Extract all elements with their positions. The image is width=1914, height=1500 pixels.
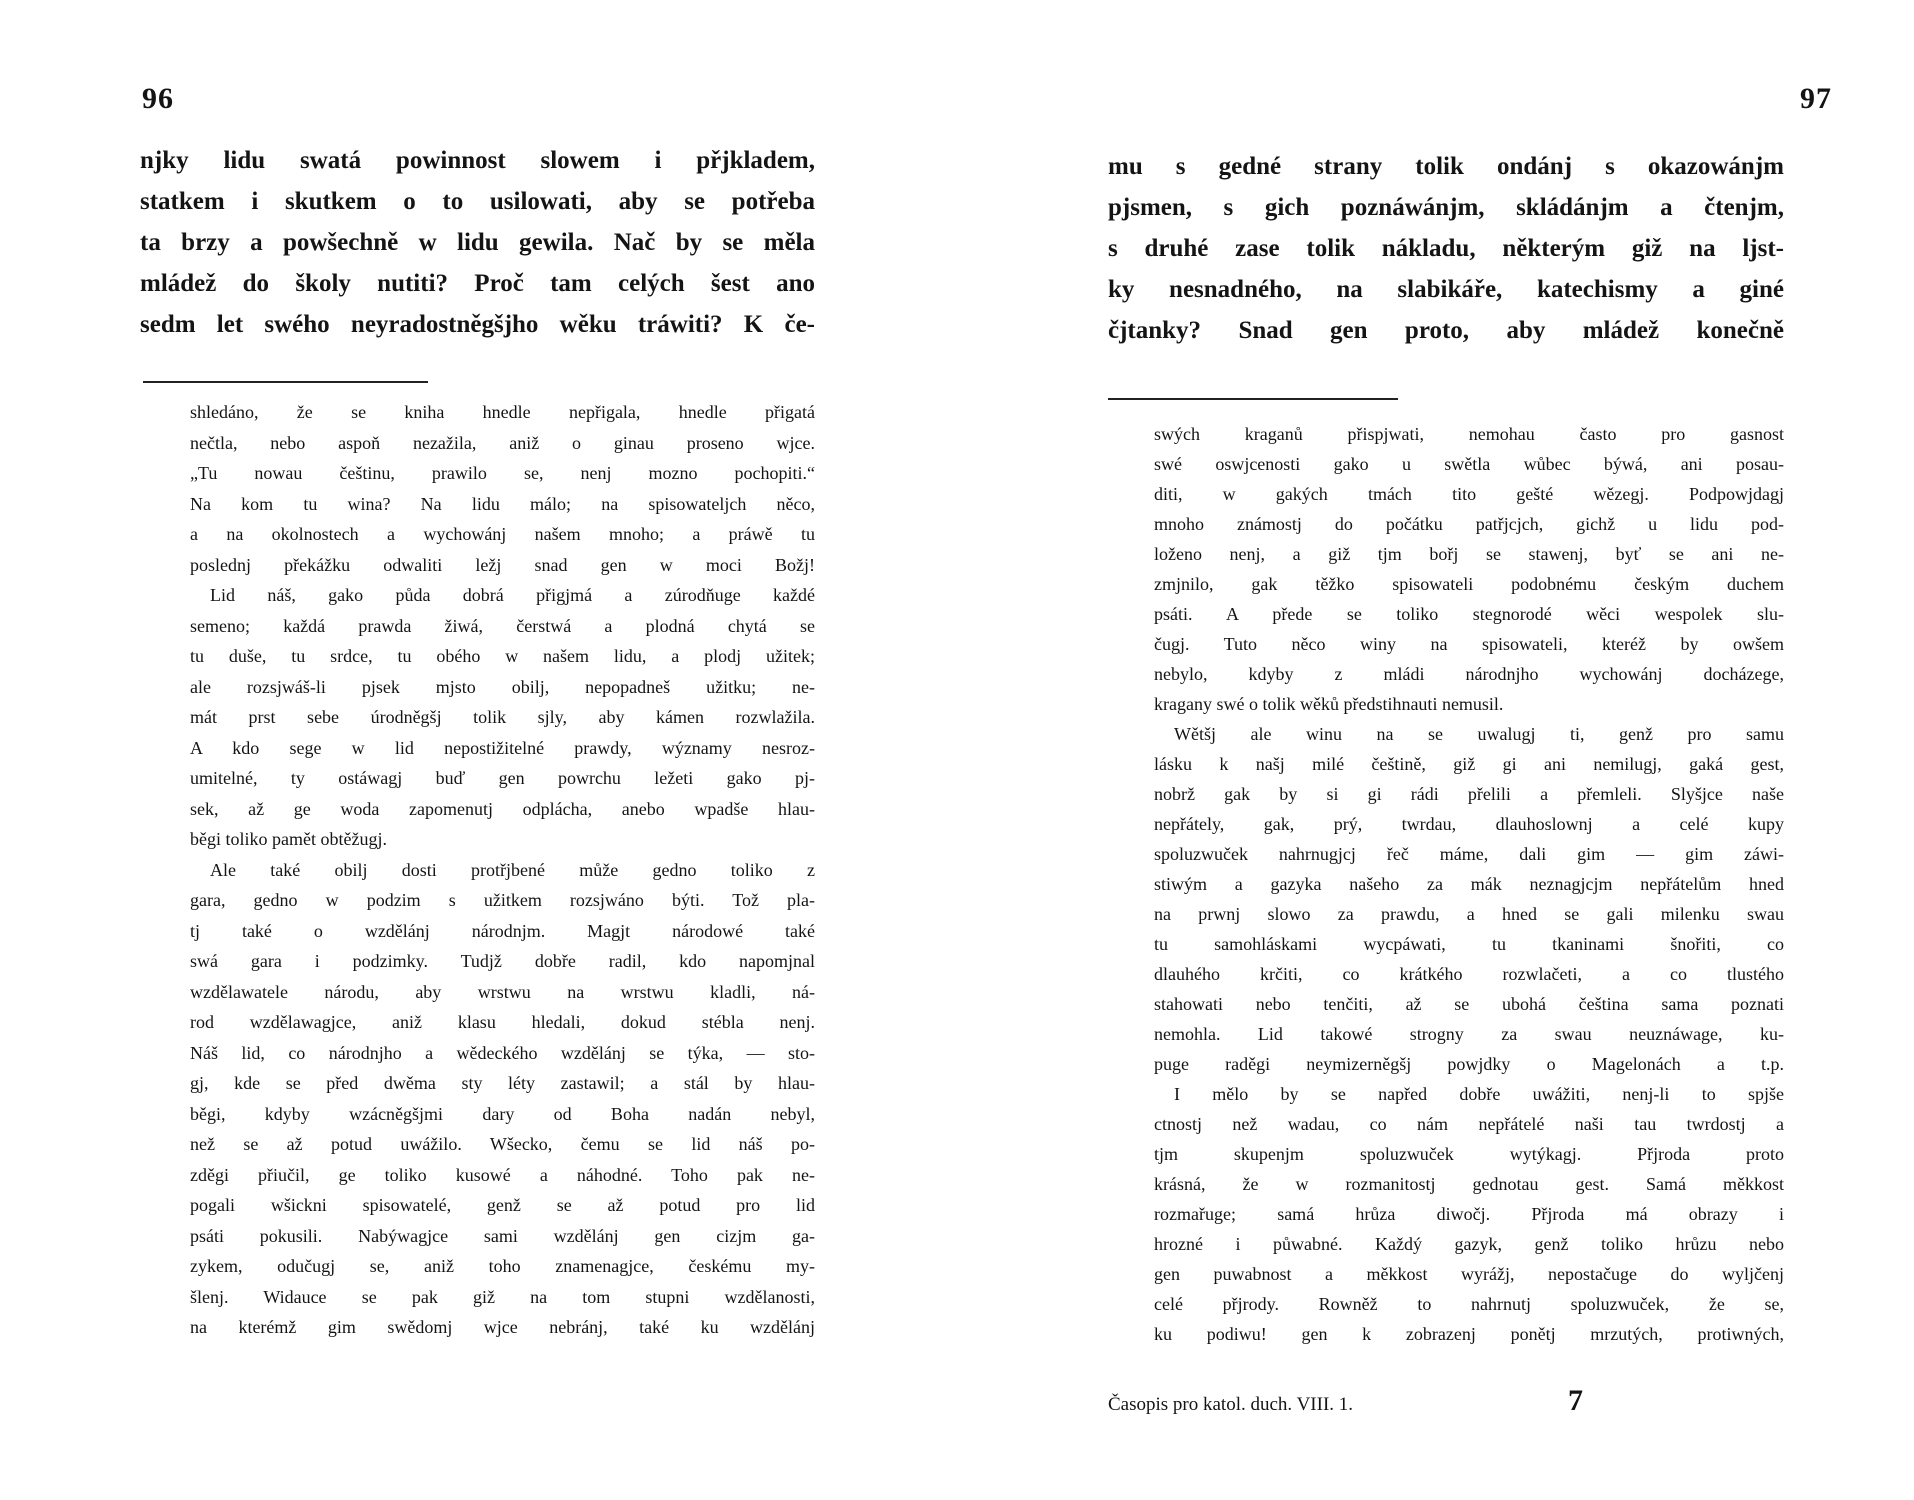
footnote-line: shledáno, že se kniha hnedle nepřigala, hnedle přigatá [190, 402, 815, 422]
footnote-line: I mělo by se napřed dobře uwážiti, nenj-li to spjše [1174, 1084, 1784, 1104]
right-footnote-rule [1108, 398, 1398, 400]
footnote-line: hrozné i půwabné. Každý gazyk, genž toliko hrůzu nebo [1154, 1234, 1784, 1254]
footnote-line: gj, kde se před dwěma sty léty zastawil; a stál by hlau- [190, 1073, 815, 1093]
footnote-line: Wětšj ale winu na se uwalugj ti, genž pro samu [1174, 724, 1784, 744]
footnote-line: Náš lid, co národnjho a wědeckého wzdělánj se týka, — sto- [190, 1042, 815, 1063]
footnote-line: čugj. Tuto něco winy na spisowateli, kteréž by owšem [1154, 634, 1784, 654]
footnote-line: „Tu nowau češtinu, prawilo se, nenj mozno pochopiti.“ [190, 463, 815, 483]
main-line: ta brzy a powšechně w lidu gewila. Nač by se měla [140, 229, 815, 256]
footnote-line: ku podiwu! gen k zobrazenj ponětj mrzutých, protiwných, [1154, 1324, 1784, 1344]
footnote-line: wzdělawatele národu, aby wrstwu na wrstwu kladli, ná- [190, 981, 815, 1002]
footnote-line: než se až potud uwážilo. Wšecko, čemu se lid náš po- [190, 1134, 815, 1154]
footnote-line: celé přjrody. Rowněž to nahrnutj spoluzwuček, že se, [1154, 1294, 1784, 1314]
footnote-line: nepřátely, gak, prý, twrdau, dlauhoslownj a celé kupy [1154, 814, 1784, 834]
footnote-line: zděgi přiučil, ge toliko kusowé a náhodné. Toho pak ne- [190, 1164, 815, 1185]
footnote-line: rozmařuge; samá hrůza diwočj. Přjroda má obrazy i [1154, 1204, 1784, 1224]
right-page [1108, 0, 1832, 1500]
footnote-line: nobrž gak by si gi rádi přelili a přemleli. Slyšjce naše [1154, 784, 1784, 804]
footnote-line: nečtla, nebo aspoň nezažila, aniž o ginau proseno wjce. [190, 432, 815, 453]
footnote-line: Na kom tu wina? Na lidu málo; na spisowateljch něco, [190, 493, 815, 514]
main-line: statkem i skutkem o to usilowati, aby se potřeba [140, 188, 815, 215]
main-line: ky nesnadného, na slabikáře, katechismy a giné [1108, 276, 1784, 303]
footnote-line: zmjnilo, gak těžko spisowateli podobnému českým duchem [1154, 574, 1784, 594]
footnote-line: kragany swé o tolik wěků předstihnauti nemusil. [1154, 694, 1504, 714]
footnote-line: tu duše, tu srdce, tu obého w našem lidu, a plodj užitek; [190, 646, 815, 666]
footnote-line: gara, gedno w podzim s užitkem rozsjwáno býti. Tož pla- [190, 890, 815, 910]
main-line: njky lidu swatá powinnost slowem i přjkladem, [140, 147, 815, 174]
footnote-line: poslednj překážku odwaliti ležj snad gen w moci Božj! [190, 554, 815, 575]
main-line: sedm let swého neyradostněgšjho wěku tráwiti? K če- [140, 311, 815, 338]
footnote-line: mát prst sebe úrodněgšj tolik sjly, aby kámen rozwlažila. [190, 707, 815, 727]
footnote-line: psáti pokusili. Nabýwagjce sami wzdělánj gen cizjm ga- [190, 1225, 815, 1246]
footnote-line: běgi, kdyby wzácněgšjmi dary od Boha nadán nebyl, [190, 1103, 815, 1124]
footnote-line: loženo nenj, a giž tjm bořj se stawenj, byť se ani ne- [1154, 544, 1784, 564]
main-line: čjtanky? Snad gen proto, aby mládež konečně [1108, 317, 1784, 344]
footnote-line: psáti. A přede se toliko stegnorodé wěci wespolek slu- [1154, 604, 1784, 624]
footnote-line: ctnostj než wadau, co nám nepřátelé naši tau twrdostj a [1154, 1114, 1784, 1134]
footnote-line: diti, w gakých tmách tito gešté wězegj. Podpowjdagj [1154, 484, 1784, 504]
main-line: s druhé zase tolik nákladu, některým giž na ljst- [1108, 235, 1784, 262]
footnote-line: stahowati nebo tenčiti, až se ubohá čeština sama poznati [1154, 994, 1784, 1014]
footnote-line: gen puwabnost a měkkost wyrážj, nepostačuge do wyljčenj [1154, 1264, 1784, 1284]
footnote-line: Lid náš, gako půda dobrá přigjmá a zúrodňuge každé [210, 585, 815, 605]
footnote-line: ale rozsjwáš-li pjsek mjsto obilj, nepopadneš užitku; ne- [190, 676, 815, 697]
main-line: mládež do školy nutiti? Proč tam celých šest ano [140, 270, 815, 297]
left-footnote-rule [143, 381, 428, 383]
footnote-line: swých kraganů přispjwati, nemohau často pro gasnost [1154, 424, 1784, 444]
left-footnote [190, 397, 815, 1343]
main-line: mu s gedné strany tolik ondánj s okazowánjm [1108, 153, 1784, 180]
signature-text: Časopis pro katol. duch. VIII. 1. [1108, 1394, 1354, 1415]
footnote-line: swé oswjcenosti gako u swětla wůbec býwá, ani posau- [1154, 454, 1784, 474]
right-main-text [1108, 146, 1784, 351]
footnote-line: a na okolnostech a wychowánj našem mnoho; a práwě tu [190, 524, 815, 544]
footnote-line: lásku k našj milé češtině, giž gi ani nemilugj, gaká gest, [1154, 754, 1784, 774]
footnote-line: tjm skupenjm spoluzwuček wytýkagj. Přjroda proto [1154, 1144, 1784, 1164]
footnote-line: zykem, odučugj se, aniž toho znamenagjce, českému my- [190, 1256, 815, 1276]
footnote-line: puge raděgi neymizerněgšj powjdky o Magelonách a t.p. [1154, 1054, 1784, 1074]
footnote-line: dlauhého krčiti, co krátkého rozwlačeti, a co tlustého [1154, 964, 1784, 984]
footnote-line: na kterémž gim swědomj wjce nebránj, také ku wzdělánj [190, 1317, 815, 1337]
footnote-line: sek, až ge woda zapomenutj odplácha, anebo wpadše hlau- [190, 798, 815, 819]
footnote-line: tj také o wzdělánj národnjm. Magjt národowé také [190, 920, 815, 941]
footnote-line: stiwým a gazyka našeho za mák neznagjcjm nepřátelům hned [1154, 874, 1784, 894]
footnote-line: rod wzdělawagjce, aniž klasu hledali, dokud stébla nenj. [190, 1012, 815, 1032]
footnote-line: mnoho známostj do počátku patřjcjch, gichž u lidu pod- [1154, 514, 1784, 534]
footnote-line: semeno; každá prawda žiwá, čerstwá a plodná chytá se [190, 615, 815, 636]
left-page [140, 0, 840, 1500]
footnote-line: spoluzwuček nahrnugjcj řeč máme, dali gim — gim záwi- [1154, 844, 1784, 864]
footnote-line: šlenj. Widauce se pak giž na tom stupni wzdělanosti, [190, 1286, 815, 1307]
footnote-line: A kdo sege w lid nepostižitelné prawdy, wýznamy nesroz- [190, 737, 815, 758]
footnote-line: Ale také obilj dosti protřjbené může gedno toliko z [210, 859, 815, 880]
right-page-number: 97 [1800, 82, 1832, 115]
footnote-line: tu samohláskami wycpáwati, tu tkaninami šnořiti, co [1154, 934, 1784, 954]
right-footnote [1154, 419, 1784, 1349]
printer-signature [1108, 1384, 1588, 1417]
footnote-line: nemohla. Lid takowé strogny za swau neuznáwage, ku- [1154, 1024, 1784, 1044]
left-main-text [140, 140, 815, 345]
footnote-line: běgi toliko pamět obtěžugj. [190, 829, 387, 849]
left-page-number: 96 [142, 82, 174, 115]
footnote-line: na prwnj slowo za prawdu, a hned se gali milenku swau [1154, 904, 1784, 924]
footnote-line: nebylo, kdyby z mládi národnjho wychowánj docházege, [1154, 664, 1784, 684]
footnote-line: pogali wšickni spisowatelé, genž se až potud pro lid [190, 1195, 815, 1215]
footnote-line: krásná, že w rozmanitostj gednotau gest. Samá měkkost [1154, 1174, 1784, 1194]
footnote-line: umitelné, ty ostáwagj buď gen powrchu ležeti gako pj- [190, 768, 815, 788]
main-line: pjsmen, s gich poznáwánjm, skládánjm a čtenjm, [1108, 194, 1784, 221]
footnote-line: swá gara i podzimky. Tudjž dobře radil, kdo napomjnal [190, 951, 815, 971]
signature-number: 7 [1568, 1384, 1583, 1417]
